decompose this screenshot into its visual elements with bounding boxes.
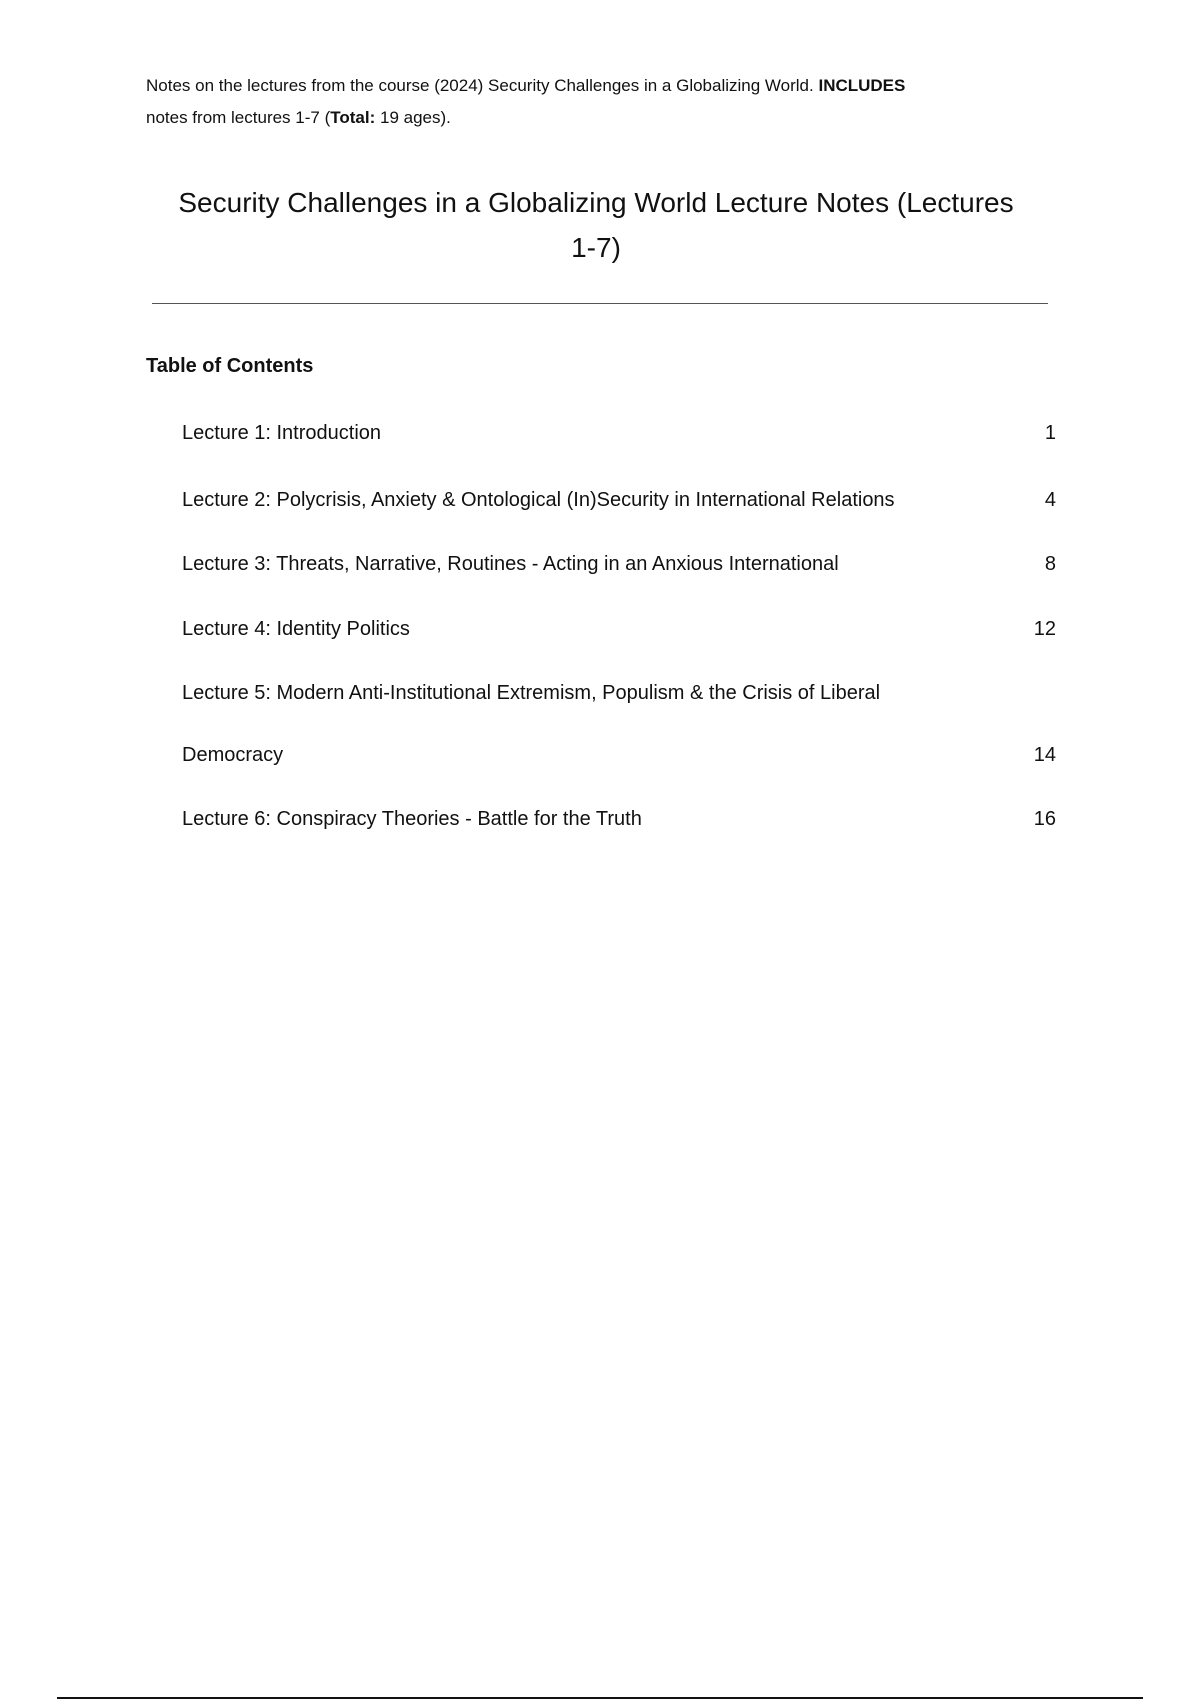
document-title-line-1: Security Challenges in a Globalizing World Lecture Notes (Lectures	[178, 187, 1014, 218]
toc-entry-page-number: 4	[1044, 489, 1056, 511]
toc-heading: Table of Contents	[146, 355, 314, 377]
toc-entry-label: Lecture 2: Polycrisis, Anxiety & Ontological (In)Security in International Relations	[182, 489, 895, 511]
toc-entry-page-number: 1	[1044, 422, 1056, 444]
toc-entry-label: Lecture 3: Threats, Narrative, Routines - Acting in an Anxious International	[182, 553, 839, 575]
toc-entry-lecture-5[interactable]	[182, 680, 1056, 768]
toc-entry-lecture-4[interactable]	[182, 616, 1056, 642]
toc-entry-label: Lecture 1: Introduction	[182, 422, 382, 444]
toc-entry-label: Lecture 4: Identity Politics	[182, 618, 410, 640]
toc-entry-page-number: 16	[1033, 808, 1056, 830]
intro-text-3: 19 ages).	[375, 108, 451, 127]
intro-text: Notes on the lectures from the course (2024) Security Challenges in a Globalizing World.	[146, 76, 819, 95]
document-title-line-2: 1-7)	[571, 232, 621, 263]
toc-entry-page-number: 14	[1033, 744, 1056, 766]
toc-entry-label: Lecture 5: Modern Anti-Institutional Extremism, Populism & the Crisis of Liberal	[182, 682, 881, 704]
toc-entry-label-continued: Democracy	[182, 744, 284, 766]
toc-entry-page-number: 8	[1044, 553, 1056, 575]
footer-divider	[57, 1697, 1143, 1699]
toc-entry-label: Lecture 6: Conspiracy Theories - Battle for the Truth	[182, 808, 642, 830]
document-title	[146, 180, 1046, 270]
toc-entry-lecture-3[interactable]	[182, 551, 1056, 577]
title-divider	[152, 303, 1048, 304]
toc-entry-page-number: 12	[1033, 618, 1056, 640]
toc-entry-lecture-2[interactable]	[182, 487, 1056, 513]
intro-includes: INCLUDES	[818, 76, 906, 95]
intro-total-label: Total:	[330, 108, 376, 127]
intro-paragraph	[146, 70, 1046, 134]
toc-entry-lecture-6[interactable]	[182, 806, 1056, 832]
toc-entry-lecture-1[interactable]	[182, 420, 1056, 446]
intro-text-2: notes from lectures 1-7 (	[146, 108, 331, 127]
